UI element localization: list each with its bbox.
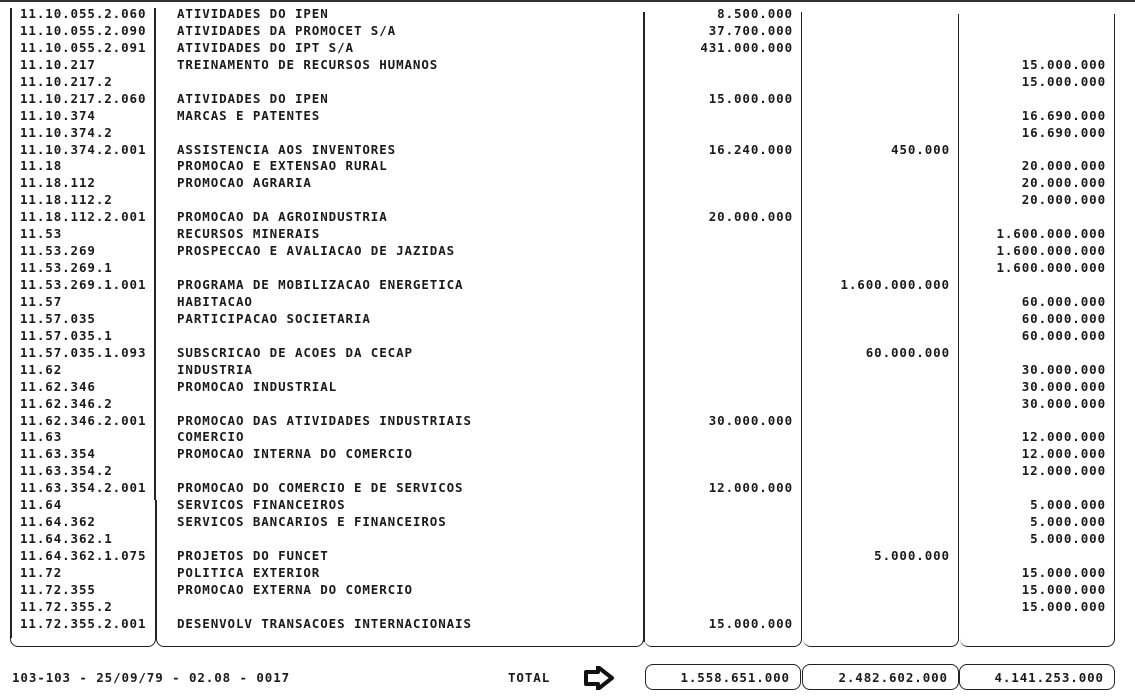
account-code: 11.64.362 bbox=[20, 514, 96, 530]
account-code: 11.57 bbox=[20, 293, 63, 309]
table-row bbox=[0, 311, 1135, 328]
account-code: 11.10.374 bbox=[20, 107, 96, 123]
account-code: 11.63.354.2 bbox=[20, 463, 113, 479]
table-row bbox=[0, 565, 1135, 582]
print-stamp: 103-103 - 25/09/79 - 02.08 - 0017 bbox=[12, 670, 291, 685]
table-row bbox=[0, 616, 1135, 633]
amount-col1: 20.000.000 bbox=[708, 209, 793, 225]
amount-col1: 431.000.000 bbox=[700, 39, 793, 55]
amount-col3: 16.690.000 bbox=[1021, 107, 1106, 123]
table-row bbox=[0, 40, 1135, 57]
table-row bbox=[0, 531, 1135, 548]
description: PROMOCAO INDUSTRIAL bbox=[177, 378, 338, 394]
account-code: 11.53 bbox=[20, 226, 63, 242]
account-code: 11.10.217 bbox=[20, 56, 96, 72]
amount-col3: 15.000.000 bbox=[1021, 598, 1106, 614]
account-code: 11.10.374.2 bbox=[20, 124, 113, 140]
table-row bbox=[0, 260, 1135, 277]
description: SERVICOS FINANCEIROS bbox=[177, 497, 346, 513]
table-row bbox=[0, 91, 1135, 108]
amount-col1: 16.240.000 bbox=[708, 141, 793, 157]
account-code: 11.57.035.1.093 bbox=[20, 344, 147, 360]
account-code: 11.64 bbox=[20, 497, 63, 513]
description: MARCAS E PATENTES bbox=[177, 107, 321, 123]
account-code: 11.53.269 bbox=[20, 243, 96, 259]
description: COMERCIO bbox=[177, 429, 245, 445]
account-code: 11.62 bbox=[20, 361, 63, 377]
amount-col3: 30.000.000 bbox=[1021, 361, 1106, 377]
amount-col3: 60.000.000 bbox=[1021, 293, 1106, 309]
amount-col3: 60.000.000 bbox=[1021, 327, 1106, 343]
total-col3: 4.141.253.000 bbox=[959, 664, 1115, 690]
account-code: 11.10.217.2 bbox=[20, 73, 113, 89]
account-code: 11.64.362.1.075 bbox=[20, 548, 147, 563]
account-code: 11.62.346.2.001 bbox=[20, 412, 147, 428]
description: PROMOCAO DO COMERCIO E DE SERVICOS bbox=[177, 480, 464, 496]
amount-col3: 1.600.000.000 bbox=[996, 243, 1106, 259]
account-code: 11.63 bbox=[20, 429, 63, 445]
description: ATIVIDADES DO IPEN bbox=[177, 6, 329, 21]
table-row bbox=[0, 243, 1135, 260]
amount-col3: 30.000.000 bbox=[1021, 395, 1106, 411]
table-row bbox=[0, 175, 1135, 192]
amount-col2: 60.000.000 bbox=[865, 344, 950, 360]
table-row bbox=[0, 108, 1135, 125]
amount-col2: 450.000 bbox=[891, 141, 950, 157]
description: PROGRAMA DE MOBILIZACAO ENERGETICA bbox=[177, 277, 464, 292]
total-label: TOTAL bbox=[508, 670, 551, 685]
budget-table bbox=[0, 6, 1135, 633]
table-row bbox=[0, 362, 1135, 379]
table-row bbox=[0, 396, 1135, 413]
table-row bbox=[0, 277, 1135, 294]
description: PROMOCAO DA AGROINDUSTRIA bbox=[177, 209, 388, 225]
table-row bbox=[0, 226, 1135, 243]
table-row bbox=[0, 413, 1135, 430]
account-code: 11.72 bbox=[20, 564, 63, 580]
description: ASSISTENCIA AOS INVENTORES bbox=[177, 141, 397, 157]
description: PARTICIPACAO SOCIETARIA bbox=[177, 310, 371, 326]
table-row bbox=[0, 294, 1135, 311]
amount-col3: 12.000.000 bbox=[1021, 446, 1106, 462]
description: POLITICA EXTERIOR bbox=[177, 564, 321, 580]
table-row bbox=[0, 345, 1135, 362]
table-row bbox=[0, 463, 1135, 480]
amount-col3: 12.000.000 bbox=[1021, 463, 1106, 479]
table-row bbox=[0, 599, 1135, 616]
amount-col2: 1.600.000.000 bbox=[840, 277, 950, 292]
description: PROMOCAO E EXTENSAO RURAL bbox=[177, 158, 388, 174]
account-code: 11.63.354 bbox=[20, 446, 96, 462]
table-row bbox=[0, 514, 1135, 531]
table-row bbox=[0, 6, 1135, 23]
table-row bbox=[0, 480, 1135, 497]
table-row bbox=[0, 497, 1135, 514]
table-row bbox=[0, 57, 1135, 74]
description: PROMOCAO EXTERNA DO COMERCIO bbox=[177, 581, 413, 597]
description: PROJETOS DO FUNCET bbox=[177, 548, 329, 563]
amount-col3: 12.000.000 bbox=[1021, 429, 1106, 445]
account-code: 11.10.055.2.090 bbox=[20, 22, 147, 38]
table-row bbox=[0, 582, 1135, 599]
account-code: 11.18.112 bbox=[20, 175, 96, 191]
table-row bbox=[0, 328, 1135, 345]
account-code: 11.57.035.1 bbox=[20, 327, 113, 343]
description: TREINAMENTO DE RECURSOS HUMANOS bbox=[177, 56, 439, 72]
total-col1: 1.558.651.000 bbox=[645, 664, 801, 690]
account-code: 11.18.112.2 bbox=[20, 192, 113, 208]
table-row bbox=[0, 446, 1135, 463]
description: PROSPECCAO E AVALIACAO DE JAZIDAS bbox=[177, 243, 456, 259]
account-code: 11.10.374.2.001 bbox=[20, 141, 147, 157]
amount-col3: 5.000.000 bbox=[1030, 497, 1106, 513]
table-row bbox=[0, 548, 1135, 565]
description: DESENVOLV TRANSACOES INTERNACIONAIS bbox=[177, 615, 472, 631]
amount-col1: 8.500.000 bbox=[717, 6, 793, 21]
account-code: 11.72.355.2.001 bbox=[20, 615, 147, 631]
account-code: 11.63.354.2.001 bbox=[20, 480, 147, 496]
description: PROMOCAO INTERNA DO COMERCIO bbox=[177, 446, 413, 462]
description: PROMOCAO DAS ATIVIDADES INDUSTRIAIS bbox=[177, 412, 472, 428]
table-row bbox=[0, 142, 1135, 159]
amount-col3: 16.690.000 bbox=[1021, 124, 1106, 140]
table-row bbox=[0, 23, 1135, 40]
account-code: 11.10.055.2.060 bbox=[20, 6, 147, 21]
table-row bbox=[0, 74, 1135, 91]
account-code: 11.62.346.2 bbox=[20, 395, 113, 411]
amount-col1: 30.000.000 bbox=[708, 412, 793, 428]
amount-col3: 15.000.000 bbox=[1021, 73, 1106, 89]
amount-col3: 5.000.000 bbox=[1030, 531, 1106, 547]
description: RECURSOS MINERAIS bbox=[177, 226, 321, 242]
amount-col3: 15.000.000 bbox=[1021, 564, 1106, 580]
description: ATIVIDADES DA PROMOCET S/A bbox=[177, 22, 397, 38]
account-code: 11.53.269.1.001 bbox=[20, 277, 147, 292]
description: SERVICOS BANCARIOS E FINANCEIROS bbox=[177, 514, 447, 530]
description: ATIVIDADES DO IPT S/A bbox=[177, 39, 354, 55]
account-code: 11.57.035 bbox=[20, 310, 96, 326]
account-code: 11.72.355 bbox=[20, 581, 96, 597]
account-code: 11.62.346 bbox=[20, 378, 96, 394]
account-code: 11.18 bbox=[20, 158, 63, 174]
amount-col3: 20.000.000 bbox=[1021, 192, 1106, 208]
table-row bbox=[0, 125, 1135, 142]
account-code: 11.18.112.2.001 bbox=[20, 209, 147, 225]
amount-col3: 30.000.000 bbox=[1021, 378, 1106, 394]
table-row bbox=[0, 192, 1135, 209]
account-code: 11.72.355.2 bbox=[20, 598, 113, 614]
table-row bbox=[0, 379, 1135, 396]
account-code: 11.64.362.1 bbox=[20, 531, 113, 547]
amount-col3: 1.600.000.000 bbox=[996, 226, 1106, 242]
amount-col3: 60.000.000 bbox=[1021, 310, 1106, 326]
amount-col3: 5.000.000 bbox=[1030, 514, 1106, 530]
amount-col1: 15.000.000 bbox=[708, 615, 793, 631]
account-code: 11.10.055.2.091 bbox=[20, 39, 147, 55]
description: PROMOCAO AGRARIA bbox=[177, 175, 312, 191]
account-code: 11.53.269.1 bbox=[20, 260, 113, 276]
arrow-right-icon bbox=[584, 666, 614, 694]
amount-col1: 15.000.000 bbox=[708, 90, 793, 106]
total-col2: 2.482.602.000 bbox=[802, 664, 959, 690]
amount-col3: 1.600.000.000 bbox=[996, 260, 1106, 276]
amount-col3: 20.000.000 bbox=[1021, 158, 1106, 174]
top-rule bbox=[0, 0, 1135, 2]
amount-col3: 20.000.000 bbox=[1021, 175, 1106, 191]
amount-col2: 5.000.000 bbox=[874, 548, 950, 563]
description: ATIVIDADES DO IPEN bbox=[177, 90, 329, 106]
table-row bbox=[0, 158, 1135, 175]
amount-col3: 15.000.000 bbox=[1021, 581, 1106, 597]
description: INDUSTRIA bbox=[177, 361, 253, 377]
amount-col1: 12.000.000 bbox=[708, 480, 793, 496]
amount-col3: 15.000.000 bbox=[1021, 56, 1106, 72]
table-row bbox=[0, 209, 1135, 226]
account-code: 11.10.217.2.060 bbox=[20, 90, 147, 106]
description: HABITACAO bbox=[177, 293, 253, 309]
table-row bbox=[0, 429, 1135, 446]
description: SUBSCRICAO DE ACOES DA CECAP bbox=[177, 344, 413, 360]
amount-col1: 37.700.000 bbox=[708, 22, 793, 38]
